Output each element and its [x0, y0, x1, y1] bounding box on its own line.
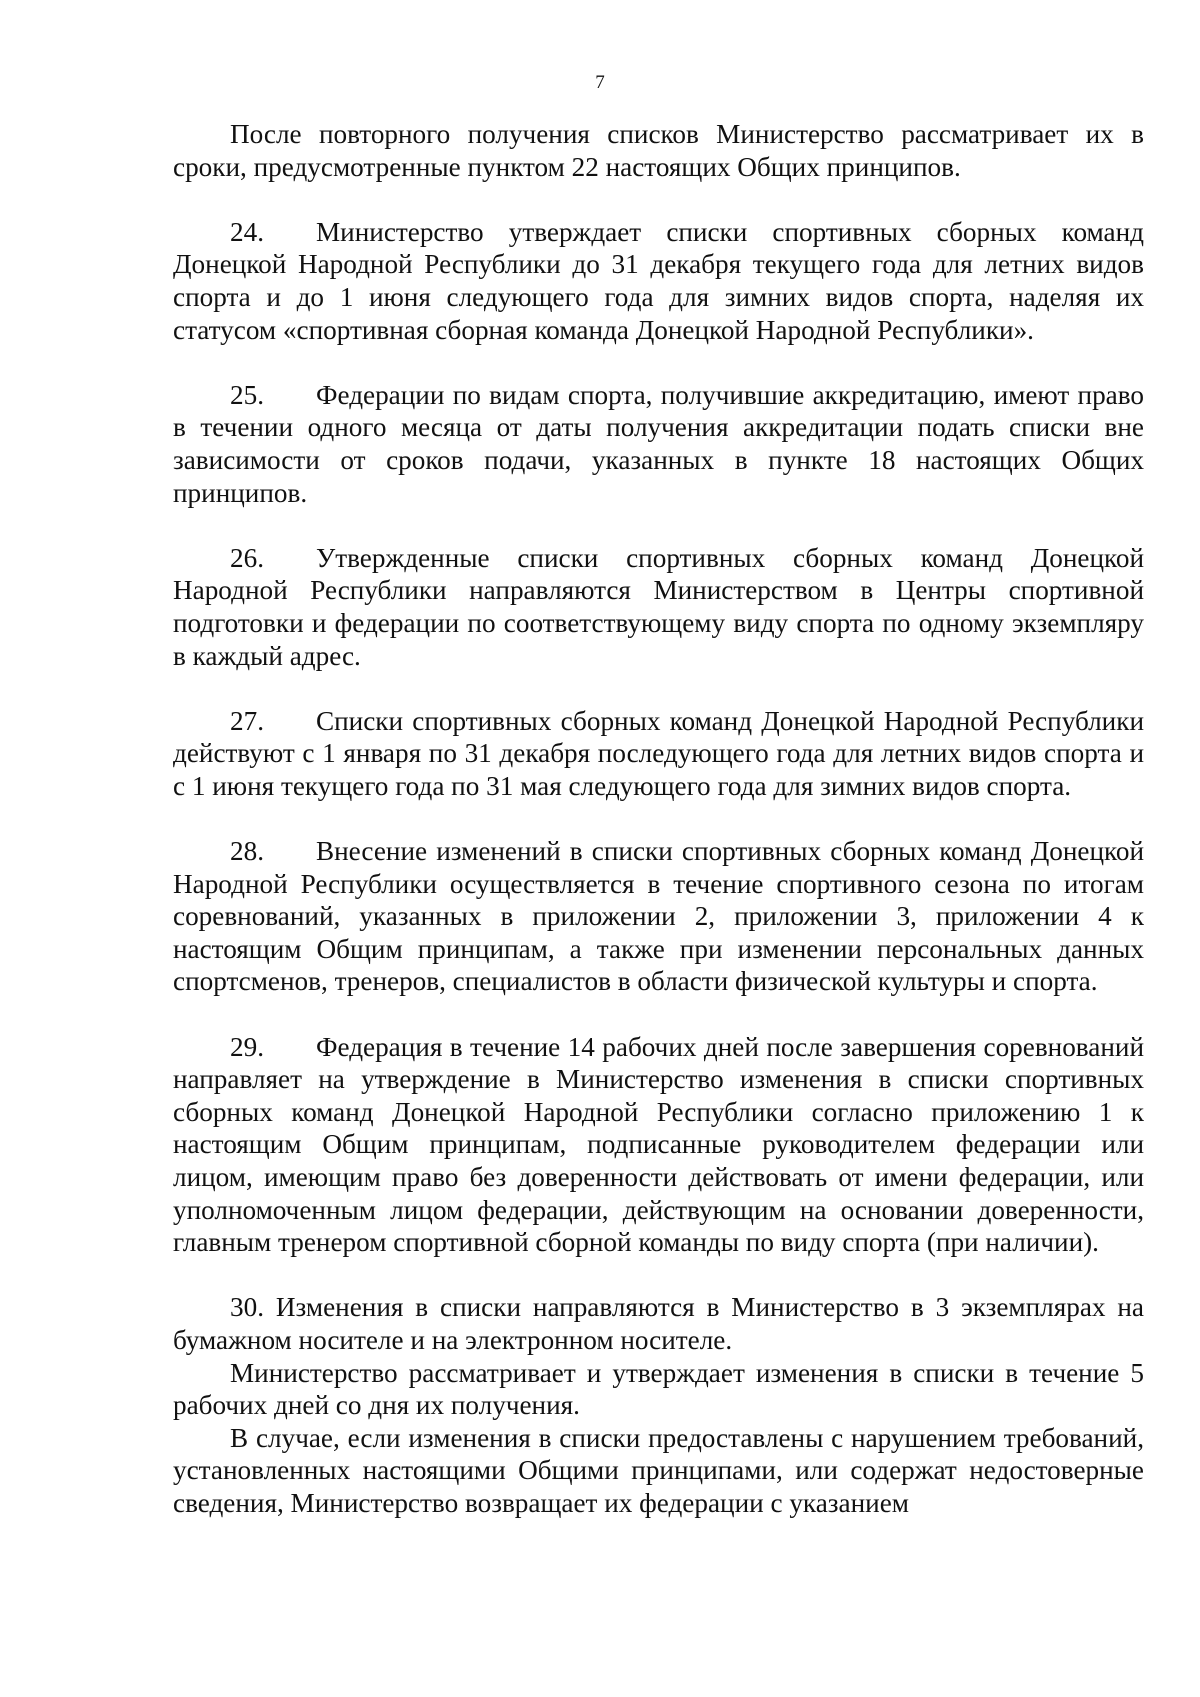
paragraph-text: В случае, если изменения в списки предоставлены с нарушением требований, установленных настоящими Общими принципами, или содержат недостоверные сведения, Министерство возвращает их федерации с указанием	[173, 1422, 1144, 1518]
paragraph-number: 25.	[230, 379, 264, 410]
paragraph-number: 28.	[230, 836, 264, 867]
paragraph-text: Утвержденные списки спортивных сборных команд Донецкой Народной Республики направляются Министерством в Центры спортивной подготовки и федерации по соответствующему виду спорта по одному экземпляру в каждый адрес.	[173, 542, 1144, 671]
document-body	[173, 118, 1144, 1520]
paragraph-text: Федерации по видам спорта, получившие аккредитацию, имеют право в течении одного месяца от даты получения аккредитации подать списки вне зависимости от сроков подачи, указанных в пункте 18 настоящих Общих принципов.	[173, 379, 1144, 508]
paragraph-continuation	[173, 118, 1144, 183]
paragraph-number: 26.	[230, 542, 264, 573]
paragraph-30	[173, 1291, 1144, 1356]
paragraph-30-return	[173, 1422, 1144, 1520]
paragraph-text: Федерация в течение 14 рабочих дней после завершения соревнований направляет на утверждение в Министерство изменения в списки спортивных сборных команд Донецкой Народной Республики согласно приложению 1 к настоящим Общим принципам, подписанные руководителем федерации или лицом, имеющим право без доверенности действовать от имени федерации, или уполномоченным лицом федерации, действующим на основании доверенности, главным тренером спортивной сборной команды по виду спорта (при наличии).	[173, 1031, 1144, 1258]
paragraph-text: Министерство утверждает списки спортивных сборных команд Донецкой Народной Республики до 31 декабря текущего года для летних видов спорта и до 1 июня следующего года для зимних видов спорта, наделяя их статусом «спортивная сборная команда Донецкой Народной Республики».	[173, 216, 1144, 345]
page-number: 7	[595, 72, 605, 93]
paragraph-text: 30. Изменения в списки направляются в Министерство в 3 экземплярах на бумажном носителе и на электронном носителе.	[173, 1292, 1144, 1355]
paragraph-text: Министерство рассматривает и утверждает изменения в списки в течение 5 рабочих дней со дня их получения.	[173, 1357, 1144, 1421]
paragraph-number: 29.	[230, 1031, 264, 1062]
paragraph-text: Списки спортивных сборных команд Донецкой Народной Республики действуют с 1 января по 31 декабря последующего года для летних видов спорта и с 1 июня текущего года по 31 мая следующего года для зимних видов спорта.	[173, 705, 1144, 801]
paragraph-number: 27.	[230, 705, 264, 736]
paragraph-24	[173, 216, 1144, 346]
paragraph-number: 24.	[230, 216, 264, 247]
paragraph-27	[173, 705, 1144, 803]
paragraph-30-review	[173, 1357, 1144, 1422]
paragraph-28	[173, 835, 1144, 998]
paragraph-29	[173, 1031, 1144, 1259]
paragraph-25	[173, 379, 1144, 509]
paragraph-26	[173, 542, 1144, 672]
paragraph-text: После повторного получения списков Министерство рассматривает их в сроки, предусмотренные пунктом 22 настоящих Общих принципов.	[173, 119, 1144, 182]
paragraph-text: Внесение изменений в списки спортивных сборных команд Донецкой Народной Республики осуществляется в течение спортивного сезона по итогам соревнований, указанных в приложении 2, приложении 3, приложении 4 к настоящим Общим принципам, а также при изменении персональных данных спортсменов, тренеров, специалистов в области физической культуры и спорта.	[173, 836, 1144, 997]
